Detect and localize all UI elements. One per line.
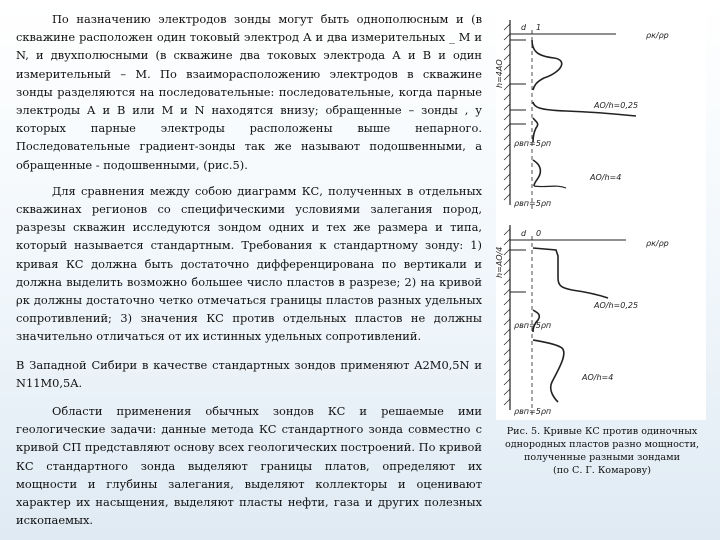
axis-label-d-upper: d [521,23,527,32]
svg-text:1: 1 [536,23,542,32]
svg-text:ρвп=5ρп: ρвп=5ρп [514,199,552,208]
curve-upper-3 [533,160,540,186]
svg-text:ρвп=5ρп: ρвп=5ρп [514,139,552,148]
paragraph-standard-probe: Для сравнения между собою диаграмм КС, полученных в отдельных скважинах регионов со специфическими условиями залегания пород, разрезы скважин исследуются зондом одних и тех же размера и типа, который называется стандартным. Требования к стандартному зонду: 1) кривая КС должна быть достаточно дифференцирована по вертикали и должна выделить возможно большее число пластов в разрезе; 2) на кривой ρк должны достаточно четко отмечаться границы пластов разных удельных сопротивлений; 3) значения КС против отдельных пластов не должны значительно отличаться от их истинных удельных сопротивлений. [16,183,482,344]
paragraph-applications: Области применения обычных зондов КС и решаемые ими геологические задачи: данные метода КС стандартного зонда совместно с кривой СП представляют основу всех геологических построений. По кривой КС стандартного зонда выделяют границы платов, определяют их мощности и глубины залегания, выделяют коллекторы и оценивают характер их насыщения, выделяют пласты нефти, газа и других полезных ископаемых. [16,404,482,528]
label-rk-rp-lower: ρк/ρр [646,239,669,248]
figure-panel [496,10,706,420]
svg-text:h=4AO: h=4AO [495,59,504,88]
svg-text:0: 0 [536,229,542,238]
figure-caption: Рис. 5. Кривые КС против одиночных однородных пластов разно мощности, полученные разными зондами (по С. Г. Комарову) [504,426,700,476]
svg-text:AO/h=0,25: AO/h=0,25 [594,301,639,310]
resistivity-curves-figure [496,10,706,420]
curve-lower-2 [533,340,564,402]
svg-text:AO/h=4: AO/h=4 [582,373,614,382]
paragraph-electrode-types: По назначению электродов зонды могут быть однополюсным и (в скважине расположен один токовый электрод А и два измерительных _ М и N, и двухполюсными (в скважине два токовых электрода А и В и один измерительный – М. По взаиморасположению электродов в скважине зонды разделяются на последовательные: последовательные, когда парные электроды А и В или М и N находятся внизу; обращенные – зонды , у которых парные электроды расположены выше непарного. Последовательные градиент-зонды так же называют подошвенными, а обращенные - подошвенными, (рис.5). [16,12,482,172]
svg-text:AO/h=0,25: AO/h=0,25 [594,101,639,110]
svg-text:ρвп=5ρп: ρвп=5ρп [514,407,552,416]
svg-text:ρвп=5ρп: ρвп=5ρп [514,321,552,330]
axis-label-d-lower: d [521,229,527,238]
paragraph-west-siberia: В Западной Сибири в качестве стандартных зондов применяют A2M0,5N и N11M0,5A. [16,357,482,390]
curve-lower-1 [533,248,608,298]
svg-text:h=AO/4: h=AO/4 [495,246,504,278]
main-text-column [16,10,482,529]
svg-text:AO/h=4: AO/h=4 [590,173,622,182]
curve-upper-1 [532,40,562,90]
label-rk-rp-upper: ρк/ρр [646,31,669,40]
